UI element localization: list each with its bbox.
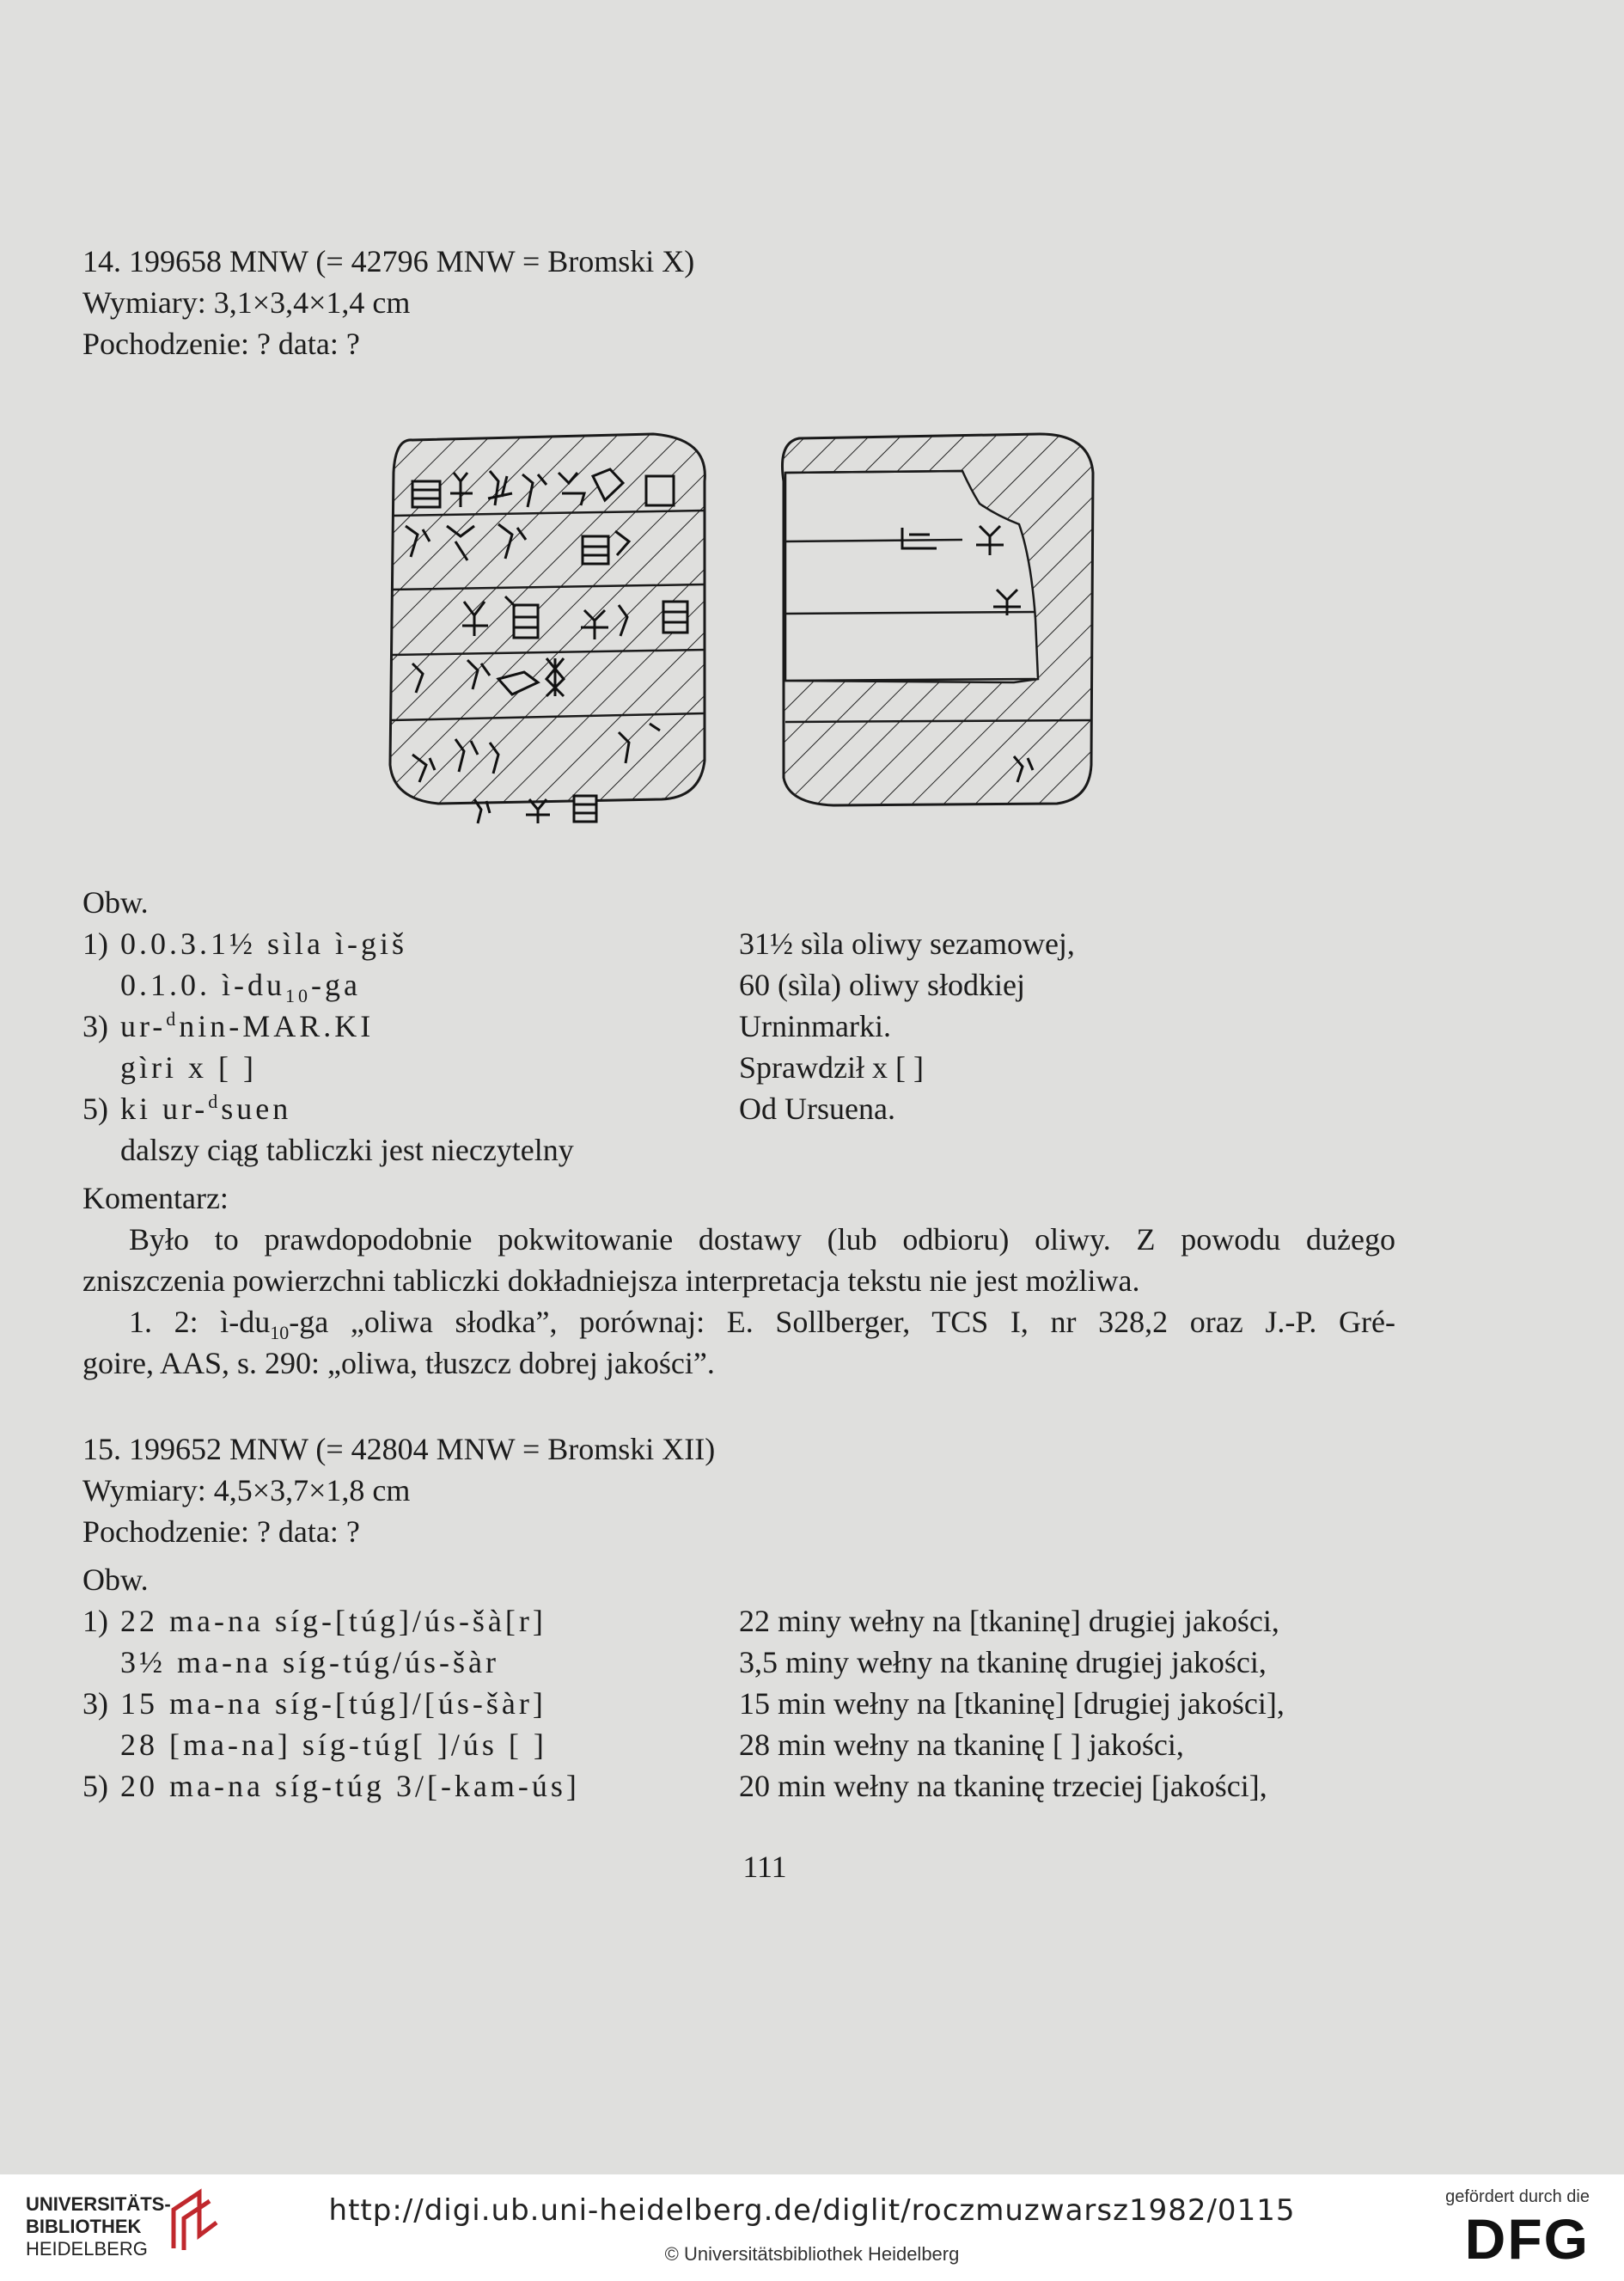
dfg-logo: DFG xyxy=(1464,2207,1590,2271)
transliteration-15-line-2: 3½ ma-na síg-túg/ús-šàr xyxy=(120,1645,499,1679)
entry-15-origin: Pochodzenie: ? data: ? xyxy=(82,1514,360,1549)
obverse-tablet xyxy=(378,421,722,825)
translation-15-line-2: 3,5 miny wełny na tkaninę drugiej jakości, xyxy=(739,1645,1267,1679)
transliteration-15-line-3: 15 ma-na síg-[túg]/[ús-šàr] xyxy=(120,1686,546,1721)
transliteration-line-5: ki ur-$^d$suen xyxy=(120,1091,292,1126)
translation-line-2: 60 (sìla) oliwy słodkiej xyxy=(739,968,1025,1002)
illegible-note: dalszy ciąg tabliczki jest nieczytelny xyxy=(120,1133,574,1167)
transliteration-line-3: ur-$^d$nin-MAR.KI xyxy=(120,1008,375,1043)
commentary-paragraph-2-line-1: 1. 2: $ì-du_{10}-ga$ „oliwa słodka”, porównaj: E. Sollberger, TCS I, nr 328,2 oraz J.-P. Gré- xyxy=(129,1305,1395,1344)
translation-line-1: 31½ sìla oliwy sezamowej, xyxy=(739,926,1075,961)
transliteration-line-4: gìri x [ ] xyxy=(120,1050,257,1085)
line-number: 3) xyxy=(82,1686,108,1721)
translation-15-line-5: 20 min wełny na tkaninę trzeciej [jakości], xyxy=(739,1769,1267,1803)
funding-note: gefördert durch die xyxy=(1445,2187,1590,2206)
line-number: 3) xyxy=(82,1009,108,1043)
translation-line-5: Od Ursuena. xyxy=(739,1092,895,1126)
transliteration-line-1: 0.0.3.1½ sìla ì-giš xyxy=(120,926,407,961)
reverse-tablet xyxy=(765,421,1108,825)
commentary-label: Komentarz: xyxy=(82,1181,229,1215)
transliteration-15-line-5: 20 ma-na síg-túg 3/[-kam-ús] xyxy=(120,1769,580,1803)
entry-15-heading: 15. 199652 MNW (= 42804 MNW = Bromski XII) xyxy=(82,1432,716,1466)
translation-line-4: Sprawdził x [ ] xyxy=(739,1050,924,1085)
entry-15-dimensions: Wymiary: 4,5×3,7×1,8 cm xyxy=(82,1473,411,1507)
entry-14-dimensions: Wymiary: 3,1×3,4×1,4 cm xyxy=(82,285,411,320)
line-number: 1) xyxy=(82,926,108,961)
entry-14-heading: 14. 199658 MNW (= 42796 MNW = Bromski X) xyxy=(82,244,695,278)
translation-line-3: Urninmarki. xyxy=(739,1009,891,1043)
obverse-label-14: Obw. xyxy=(82,885,149,920)
transliteration-15-line-1: 22 ma-na síg-[túg]/ús-šà[r] xyxy=(120,1604,546,1638)
transliteration-15-line-4: 28 [ma-na] síg-túg[ ]/ús [ ] xyxy=(120,1728,547,1762)
transliteration-line-2: 0.1.0. $ì-du_{10}-ga$ xyxy=(120,968,361,1007)
page-number: 111 xyxy=(742,1850,787,1884)
tablet-drawings xyxy=(378,421,1108,825)
commentary-paragraph-1-line-1: Było to prawdopodobnie pokwitowanie dostawy (lub odbioru) oliwy. Z powodu dużego xyxy=(129,1222,1395,1257)
translation-15-line-1: 22 miny wełny na [tkaninę] drugiej jakości, xyxy=(739,1604,1279,1638)
translation-15-line-3: 15 min wełny na [tkaninę] [drugiej jakości], xyxy=(739,1686,1285,1721)
obverse-label-15: Obw. xyxy=(82,1562,149,1597)
translation-15-line-4: 28 min wełny na tkaninę [ ] jakości, xyxy=(739,1728,1184,1762)
line-number: 5) xyxy=(82,1092,108,1126)
entry-14-origin: Pochodzenie: ? data: ? xyxy=(82,327,360,361)
line-number: 5) xyxy=(82,1769,108,1803)
copyright-notice: © Universitätsbibliothek Heidelberg xyxy=(664,2243,960,2265)
library-logo: UNIVERSITÄTS- BIBLIOTHEK HEIDELBERG xyxy=(26,2193,171,2260)
commentary-paragraph-1-line-2: zniszczenia powierzchni tabliczki dokładniejsza interpretacja tekstu nie jest możliwa. xyxy=(82,1263,1140,1298)
permalink-url[interactable]: http://digi.ub.uni-heidelberg.de/diglit/roczmuzwarsz1982/0115 xyxy=(328,2193,1296,2228)
line-number: 1) xyxy=(82,1604,108,1638)
commentary-paragraph-2-line-2: goire, AAS, s. 290: „oliwa, tłuszcz dobrej jakości”. xyxy=(82,1346,715,1380)
